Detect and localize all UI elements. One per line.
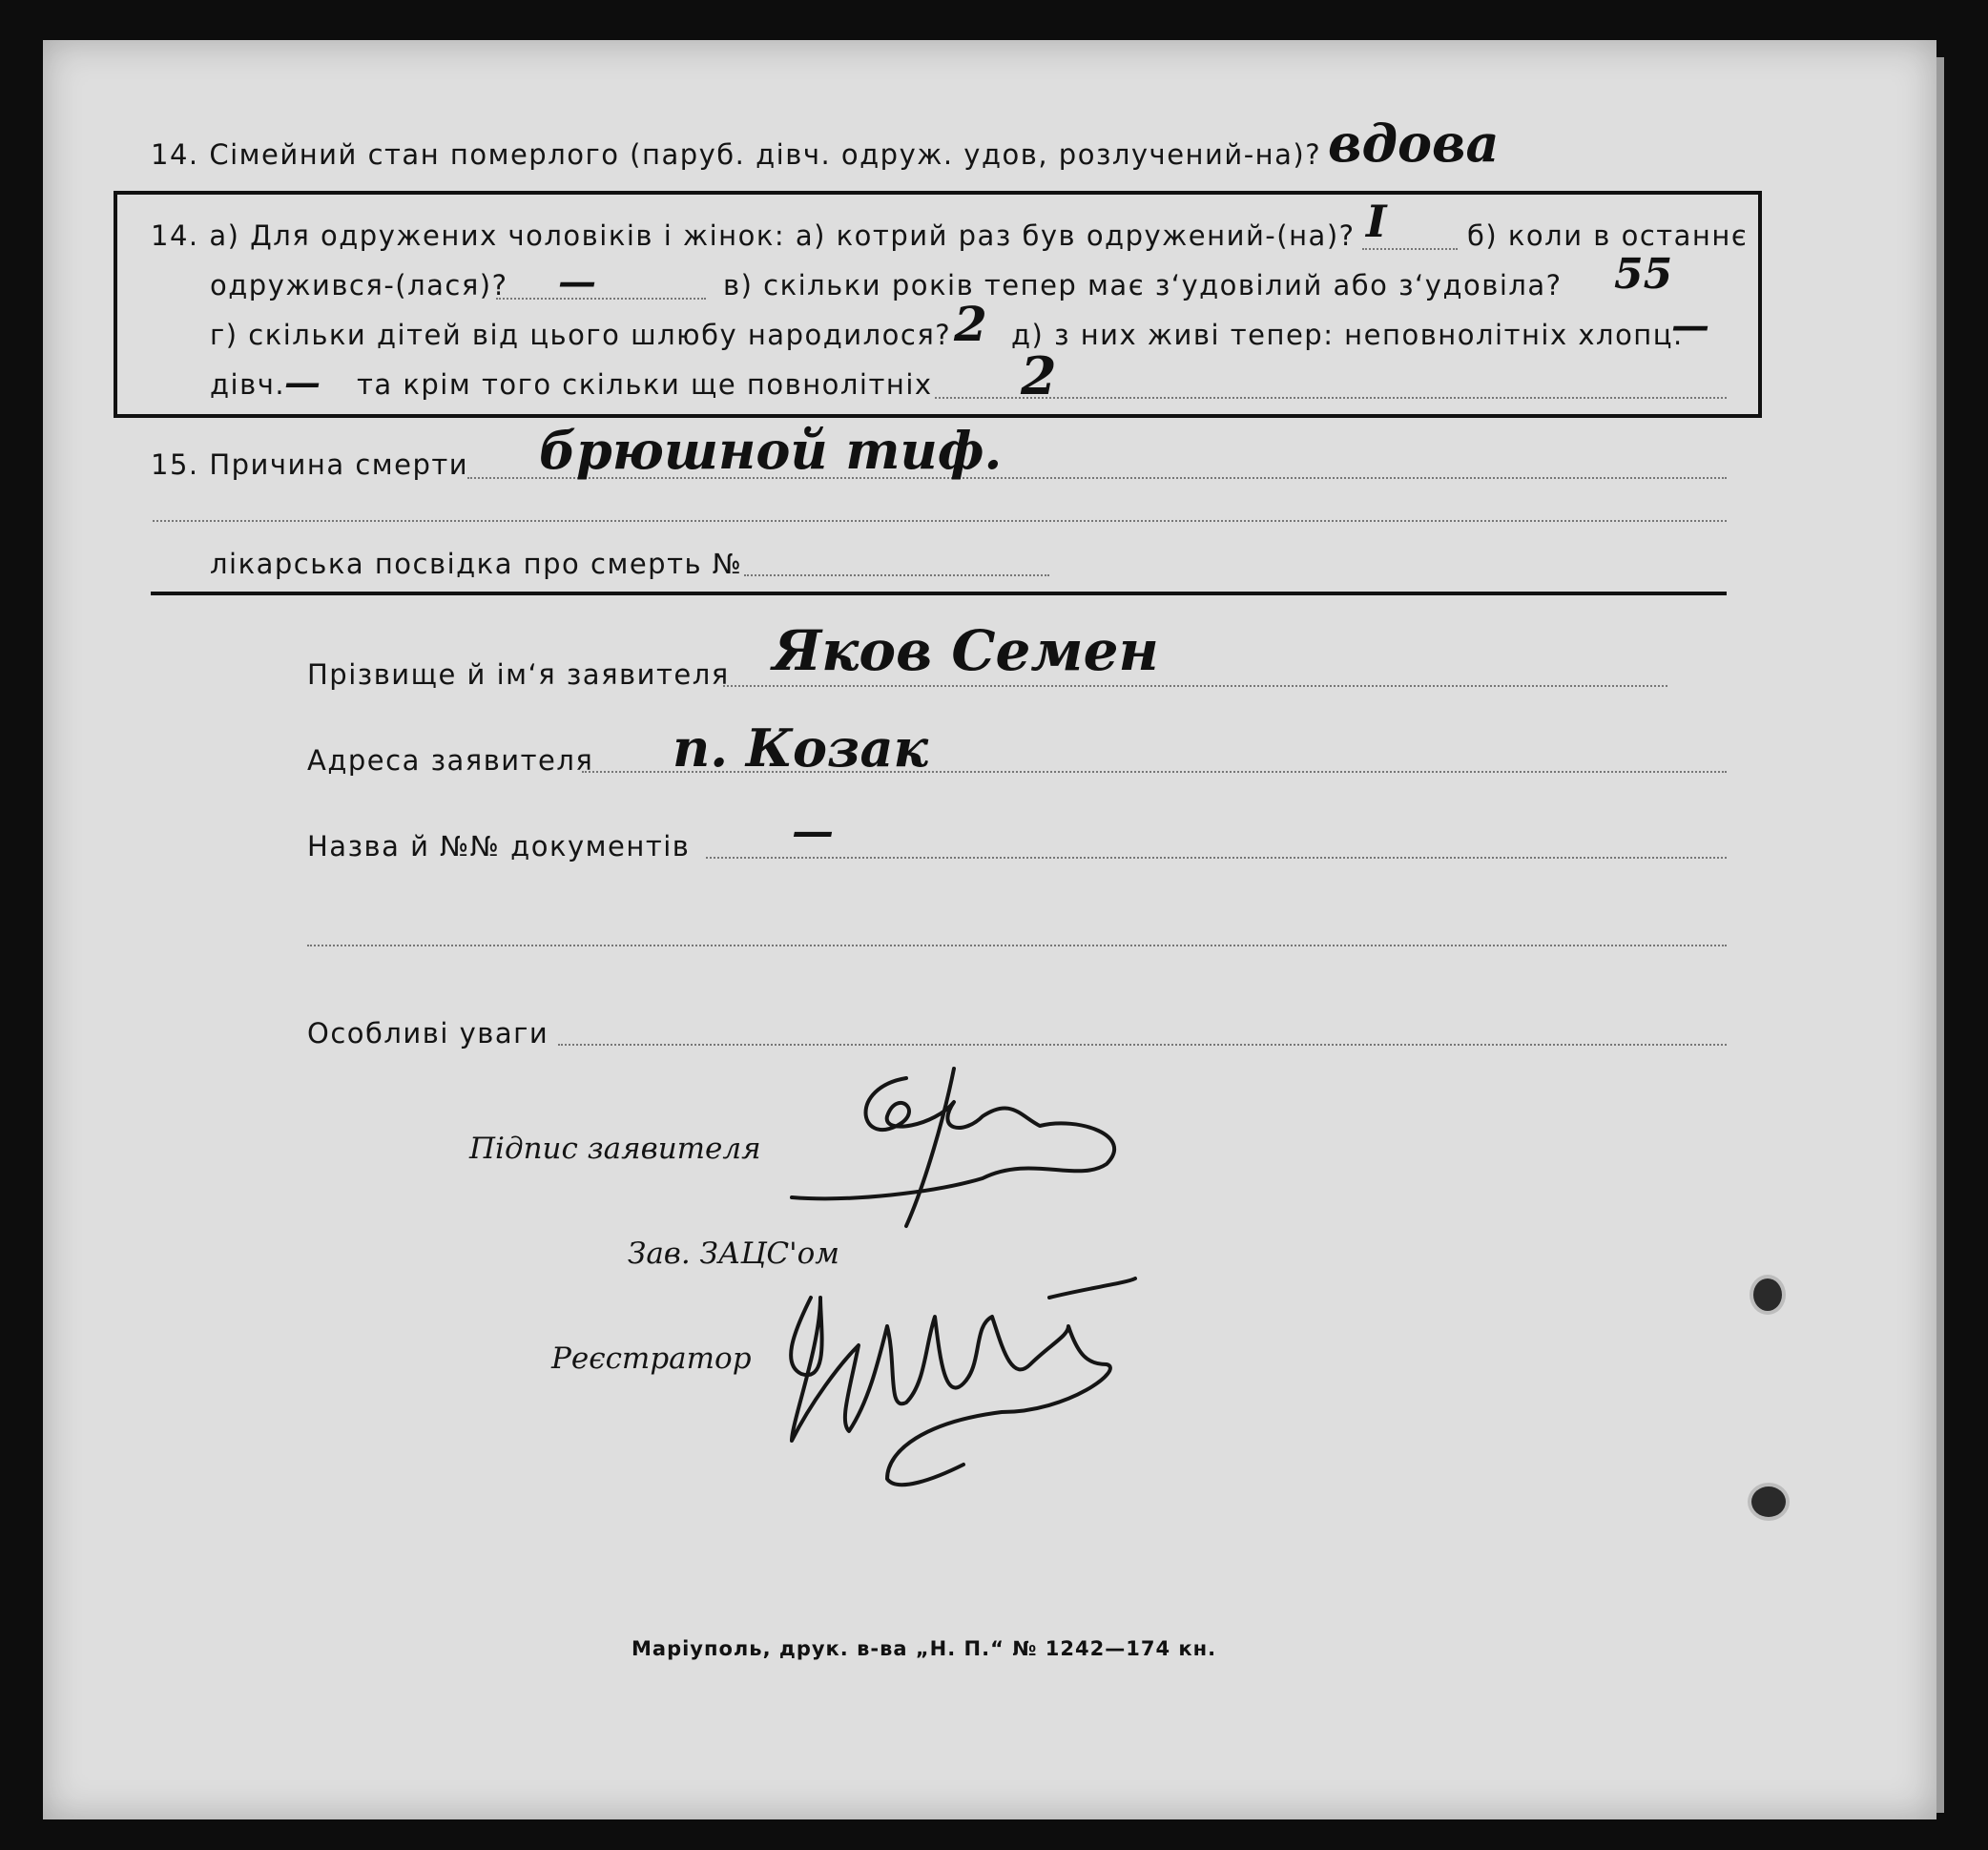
applicant-name-value: Яков Семен — [773, 618, 1159, 683]
q14a-minor-girls: — — [284, 361, 321, 404]
applicant-docs-label: Назва й №№ документів — [307, 830, 691, 863]
special-notes-label: Особливі уваги — [307, 1017, 549, 1050]
q14a-line3b-label: д) з них живі тепер: неповнолітніх хлопц. — [1011, 319, 1684, 351]
q14a-line2-label: одружився-(лася)? — [210, 269, 508, 301]
binding-hole-2 — [1751, 1486, 1786, 1517]
sheet-edge — [1936, 57, 1944, 1813]
q14a-line3-label: г) скільки дітей від цього шлюбу народилося? — [210, 319, 952, 351]
q15-dots-2 — [153, 520, 1727, 522]
death-certificate-dots — [744, 574, 1049, 576]
q14a-last-married: — — [558, 260, 596, 304]
applicant-address-label: Адреса заявителя — [307, 744, 594, 777]
registrar-label: Реєстратор — [551, 1341, 752, 1376]
printer-imprint: Маріуполь, друк. в-ва „Н. П.“ № 1242—174 кн. — [632, 1637, 1217, 1660]
q14-label: 14. Сімейний стан померлого (паруб. дівч. одруж. удов, розлучений-на)? — [151, 138, 1322, 171]
applicant-signature — [792, 1059, 1154, 1231]
q14a-line4-label: дівч. — [210, 368, 286, 401]
applicant-docs-dots-2 — [307, 945, 1727, 946]
q14a-line4b-label: та крім того скільки ще повнолітніх — [357, 368, 933, 401]
q14a-line2-dots — [496, 298, 706, 300]
q14a-line1b-label: б) коли в останнє — [1467, 219, 1749, 252]
q14a-minor-boys: — — [1671, 303, 1709, 348]
applicant-docs-value: — — [792, 807, 834, 856]
q14a-line2b-label: в) скільки років тепер має з‘удовілий або з‘удовіла? — [723, 269, 1563, 301]
q14-answer: вдова — [1328, 113, 1500, 174]
q14a-line1-dots — [1362, 248, 1458, 250]
q14a-married-count: I — [1366, 196, 1387, 247]
q15-label: 15. Причина смерти — [151, 448, 469, 481]
section-divider — [151, 592, 1727, 595]
zags-head-label: Зав. ЗАЦС'ом — [628, 1237, 839, 1271]
applicant-name-dots — [723, 685, 1667, 687]
registrar-signature — [782, 1259, 1164, 1498]
applicant-docs-dots — [706, 857, 1727, 859]
applicant-name-label: Прізвище й ім‘я заявителя — [307, 658, 730, 691]
q14a-line1-label: 14. а) Для одружених чоловіків і жінок: а) котрий раз був одружений-(на)? — [151, 219, 1356, 252]
applicant-address-value: п. Козак — [673, 717, 928, 779]
q14a-adults: 2 — [1021, 345, 1057, 406]
q14a-children-born: 2 — [954, 296, 987, 352]
q15-answer: брюшной тиф. — [539, 420, 1003, 481]
q14a-years: 55 — [1614, 250, 1673, 299]
binding-hole-1 — [1753, 1278, 1782, 1311]
death-certificate-label: лікарська посвідка про смерть № — [210, 548, 743, 580]
special-notes-dots — [558, 1044, 1727, 1046]
applicant-signature-label: Підпис заявителя — [469, 1132, 761, 1166]
